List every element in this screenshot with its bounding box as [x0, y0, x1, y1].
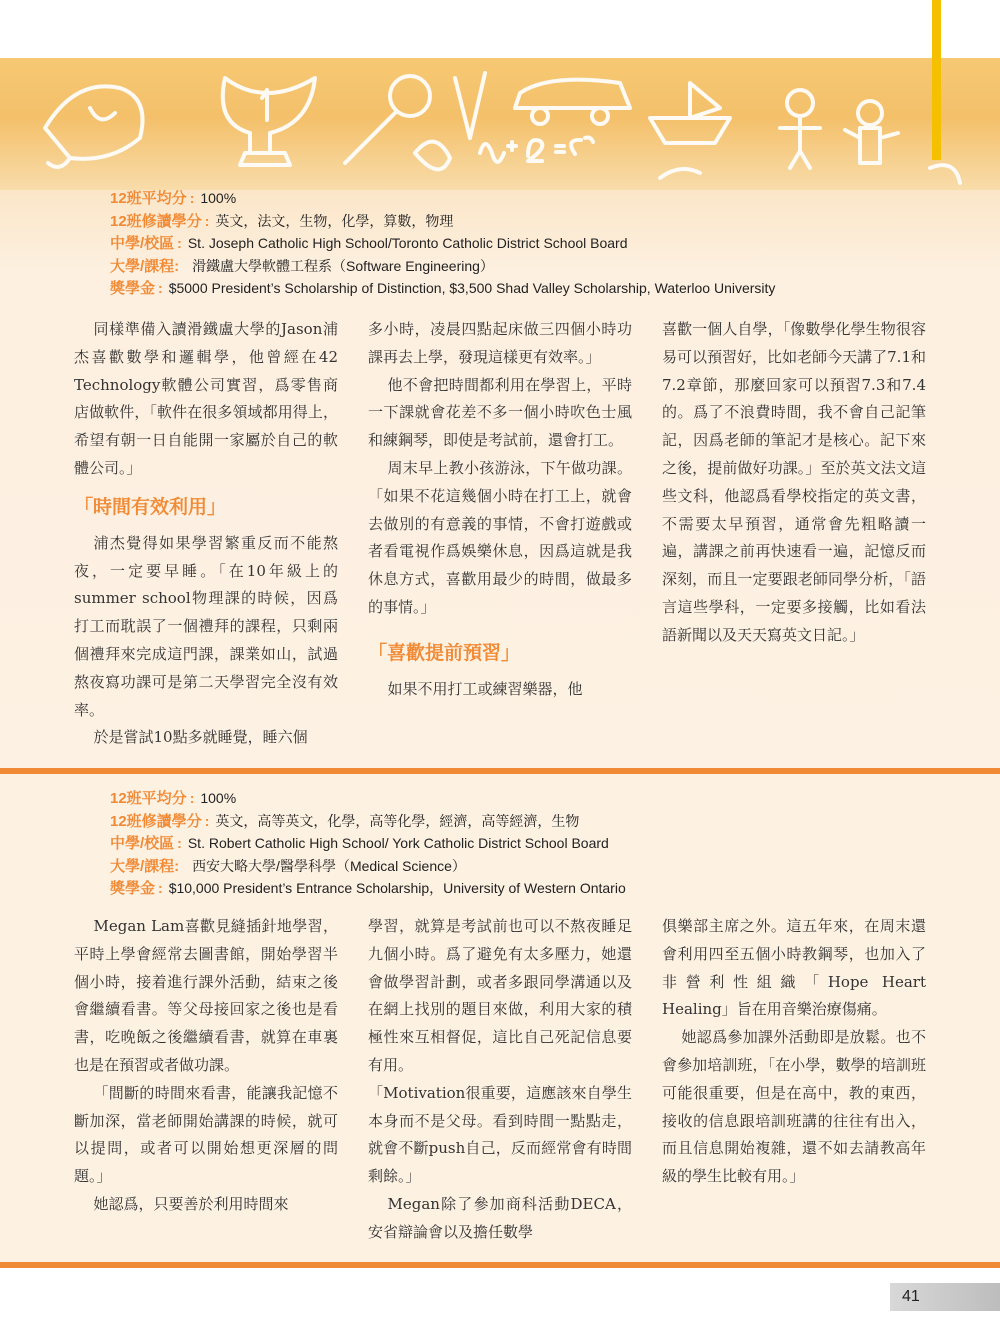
header-banner — [0, 58, 1000, 190]
info-row-program: 大學/課程: 西安大略大學/醫學科學（Medical Science） — [110, 857, 466, 875]
paragraph: 她認爲參加課外活動即是放鬆。也不會參加培訓班，「在小學，數學的培訓班可能很重要，但是在高中，教的東西，接收的信息跟培訓班講的往往有出入，而且信息開始複雜，還不如去請教高年級的學生比較有用。」 — [662, 1028, 926, 1186]
info-row-credits: 12班修讀學分 : 英文，高等英文，化學，高等化學，經濟，高等經濟，生物 — [110, 812, 580, 830]
paragraph: Megan Lam喜歡見縫插針地學習，平時上學會經常去圖書館，開始學習半個小時，接着進行課外活動，結束之後會繼續看書。等父母接回家之後也是看書，吃晚飯之後繼續看書，就算在車裏也是在預習或者做功課。 — [74, 917, 338, 1074]
info-row-school: 中學/校區 : St. Robert Catholic High School/ York Catholic District School Board — [110, 835, 609, 853]
school-doodles-illustration — [0, 58, 1000, 190]
article-column — [368, 316, 632, 704]
article-column — [662, 316, 926, 650]
subheading: 「喜歡提前預習」 — [368, 641, 521, 664]
paragraph: 喜歡一個人自學，「像數學化學生物很容易可以預習好，比如老師今天講了7.1和7.2章節，那麼回家可以預習7.3和7.4的。爲了不浪費時間，我不會自己記筆記，因爲老師的筆記才是核心。記下來之後，提前做好功課。」至於英文法文這些文科，他認爲看學校指定的英文書，不需要太早預習，通常會先粗略讀一遍，講課之前再快速看一遍，記憶反而深刻，而且一定要跟老師同學分析，「語言這些學科，一定要多接觸，比如看法語新聞以及天天寫英文日記。」 — [662, 320, 926, 644]
subheading: 「時間有效利用」 — [74, 495, 227, 518]
paragraph: Megan除了參加商科活動DECA，安省辯論會以及擔任數學 — [368, 1194, 632, 1241]
info-row-scholarship: 獎學金 : $10,000 President’s Entrance Scholarship，University of Western Ontario — [110, 880, 626, 898]
info-row-average: 12班平均分 : 100% — [110, 790, 237, 807]
paragraph: 學習，就算是考試前也可以不熬夜睡足九個小時。爲了避免有太多壓力，她還會做學習計劃，或者多跟同學溝通以及在網上找別的題目來做，利用大家的積極性來互相督促，這比自己死記信息要有用。 — [368, 917, 632, 1074]
info-row-scholarship: 獎學金 : $5000 President’s Scholarship of Distinction, $3,500 Shad Valley Scholarship, Waterloo University — [110, 280, 776, 298]
article-column — [368, 913, 632, 1247]
student-info-block-2 — [110, 787, 626, 900]
article-column — [662, 913, 926, 1191]
article-column — [74, 913, 338, 1219]
paragraph: 「Motivation很重要，這應該來自學生本身而不是父母。看到時間一點點走，就會不斷push自己，反而經常會有時間剩餘。」 — [368, 1083, 632, 1186]
paragraph: 多小時，凌晨四點起床做三四個小時功課再去上學，發現這樣更有效率。」 — [368, 320, 632, 366]
section-divider — [0, 1262, 1000, 1268]
info-row-credits: 12班修讀學分 : 英文，法文，生物，化學，算數，物理 — [110, 212, 454, 230]
info-row-program: 大學/課程: 滑鐵盧大學軟體工程系（Software Engineering） — [110, 257, 494, 275]
paragraph: 她認爲，只要善於利用時間來 — [93, 1194, 289, 1213]
paragraph: 「間斷的時間來看書，能讓我記憶不斷加深，當老師開始講課的時候，就可以提問，或者可以開始想更深層的問題。」 — [74, 1083, 338, 1186]
article-column — [74, 316, 338, 752]
paragraph: 浦杰覺得如果學習繁重反而不能熬夜，一定要早睡。「在10年級上的summer school物理課的時候，因爲打工而耽誤了一個禮拜的課程，只剩兩個禮拜來完成這門課，課業如山，試過熬夜寫功課可是第二天學習完全沒有效率。 — [74, 533, 338, 719]
paragraph: 周末早上教小孩游泳，下午做功課。「如果不花這幾個小時在打工上，就會去做別的有意義的事情，不會打遊戲或者看電視作爲娛樂休息，因爲這就是我休息方式，喜歡用最少的時間，做最多的事情。」 — [368, 458, 632, 616]
info-row-average: 12班平均分 : 100% — [110, 190, 237, 207]
paragraph: 於是嘗試10點多就睡覺，睡六個 — [93, 728, 308, 747]
student-info-block-1 — [110, 187, 775, 300]
paragraph: 如果不用打工或練習樂器，他 — [387, 679, 583, 698]
paragraph: 俱樂部主席之外。這五年來，在周末還會利用四至五個小時教鋼琴，也加入了非營利性組織「Hope Heart Healing」旨在用音樂治療傷痛。 — [662, 917, 926, 1019]
paragraph: 同樣準備入讀滑鐵盧大學的Jason浦杰喜歡數學和邏輯學，他曾經在42 Technology軟體公司實習，爲零售商店做軟件，「軟件在很多領域都用得上，希望有朝一日自能開一家屬於自己的軟體公司。」 — [74, 320, 338, 477]
page-number: 41 — [902, 1288, 920, 1305]
yellow-accent-bar — [932, 0, 941, 160]
info-row-school: 中學/校區 : St. Joseph Catholic High School/Toronto Catholic District School Board — [110, 235, 628, 253]
paragraph: 他不會把時間都利用在學習上，平時一下課就會花差不多一個小時吹色士風和練鋼琴，即使是考試前，還會打工。 — [368, 375, 632, 450]
